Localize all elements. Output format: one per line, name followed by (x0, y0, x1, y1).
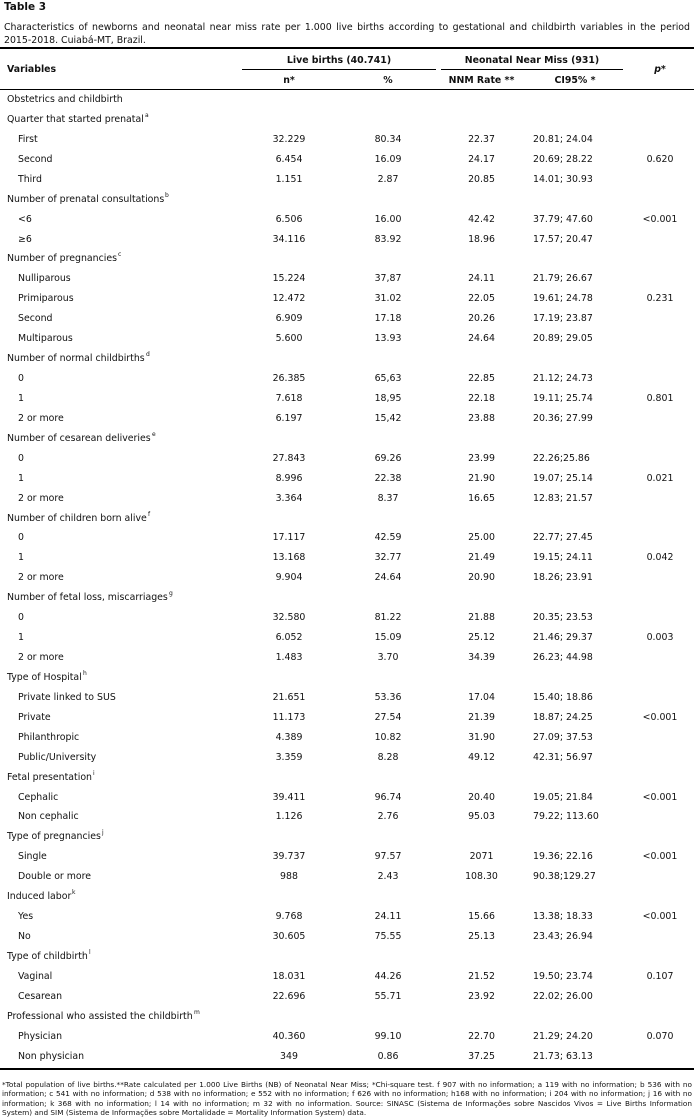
cell-p-value: <0.001 (642, 213, 678, 225)
cell-n: 30.605 (272, 931, 306, 943)
row-label: Cephalic (18, 791, 59, 803)
table-row (0, 170, 694, 190)
cell-pct: 0.86 (377, 1050, 399, 1062)
cell-n: 11.173 (272, 711, 306, 723)
footnote-marker: d (146, 351, 150, 359)
cell-pct: 3.70 (377, 652, 399, 664)
cell-pct: 55.71 (374, 990, 402, 1002)
table-row (0, 409, 694, 429)
cell-p-value: 0.021 (646, 472, 674, 484)
cell-nnm-rate: 25.00 (468, 532, 495, 544)
cell-nnm-rate: 31.90 (468, 731, 495, 743)
table-section-row (0, 110, 694, 130)
table-row (0, 788, 694, 808)
cell-p-value: 0.107 (646, 970, 674, 982)
cell-n: 4.389 (275, 731, 303, 743)
cell-n: 34.116 (272, 233, 306, 245)
cell-nnm-rate: 24.17 (468, 153, 495, 165)
cell-nnm-rate: 95.03 (468, 811, 495, 823)
cell-ci: 19.15; 24.11 (533, 552, 593, 564)
table-row (0, 967, 694, 987)
live-births-underline (242, 69, 436, 70)
cell-n: 6.197 (275, 412, 303, 424)
row-label: 0 (18, 532, 24, 544)
cell-nnm-rate: 21.49 (468, 552, 495, 564)
cell-ci: 26.23; 44.98 (533, 652, 593, 664)
cell-ci: 17.19; 23.87 (533, 313, 593, 325)
row-label: 1 (18, 392, 24, 404)
table-row (0, 568, 694, 588)
footnote-marker: f (148, 510, 151, 518)
cell-nnm-rate: 21.90 (468, 472, 495, 484)
table-row (0, 987, 694, 1007)
cell-pct: 42.59 (374, 532, 402, 544)
table-row (0, 688, 694, 708)
table-label: Table 3 (4, 1, 47, 13)
cell-ci: 18.26; 23.91 (533, 572, 593, 584)
section-label: Number of children born alive (7, 512, 147, 524)
row-label: Yes (18, 911, 34, 923)
cell-n: 8.996 (275, 472, 303, 484)
near-miss-underline (441, 69, 623, 70)
cell-ci: 27.09; 37.53 (533, 731, 593, 743)
cell-n: 39.411 (272, 791, 306, 803)
cell-pct: 24.64 (374, 572, 402, 584)
cell-n: 12.472 (272, 293, 306, 305)
row-label: 0 (18, 612, 24, 624)
cell-pct: 53.36 (374, 691, 402, 703)
cell-pct: 80.34 (374, 133, 402, 145)
cell-pct: 2.76 (377, 811, 399, 823)
table-row (0, 648, 694, 668)
cell-nnm-rate: 22.70 (468, 1030, 495, 1042)
cell-n: 26.385 (272, 373, 306, 385)
table-footnote: *Total population of live births.**Rate calculated per 1.000 Live Births (NB) of Neonatal Near Miss; *Chi-square test. f 907 with no information; a 119 with no information; b 536 with no information; c 541 with no information; d 538 with no information; e 552 with no information; f 626 with no information; h168 with no information; i 204 with no information; j 16 with no information; k 368 with no information; l 14 with no information; m 32 with no information. Source: SINASC (Sistema de Informações sobre Nascidos Vivos = Live Births Information System) and SIM (Sistema de Informações sobre Mortalidade = Mortality Information System) data. (2, 1080, 692, 1117)
cell-n: 9.904 (275, 572, 303, 584)
cell-nnm-rate: 2071 (469, 851, 494, 863)
cell-n: 7.618 (275, 392, 303, 404)
cell-ci: 23.43; 26.94 (533, 931, 593, 943)
section-label: Number of prenatal consultations (7, 193, 165, 205)
cell-ci: 19.07; 25.14 (533, 472, 593, 484)
cell-pct: 99.10 (374, 1030, 402, 1042)
header-n: n* (283, 75, 295, 86)
cell-ci: 19.11; 25.74 (533, 392, 593, 404)
row-label: Third (18, 173, 42, 185)
table-row (0, 289, 694, 309)
table-section-row (0, 349, 694, 369)
row-label: 2 or more (18, 492, 64, 504)
cell-nnm-rate: 21.88 (468, 612, 495, 624)
cell-n: 6.909 (275, 313, 303, 325)
cell-nnm-rate: 20.90 (468, 572, 495, 584)
cell-nnm-rate: 37.25 (468, 1050, 495, 1062)
cell-p-value: 0.042 (646, 552, 674, 564)
table-section-row (0, 947, 694, 967)
row-label: Vaginal (18, 970, 53, 982)
cell-ci: 20.35; 23.53 (533, 612, 593, 624)
row-label: Multiparous (18, 333, 73, 345)
table-row (0, 548, 694, 568)
row-label: 0 (18, 373, 24, 385)
cell-pct: 8.37 (377, 492, 399, 504)
cell-nnm-rate: 42.42 (468, 213, 495, 225)
table-row (0, 230, 694, 250)
row-label: Public/University (18, 751, 97, 763)
row-label: 2 or more (18, 652, 64, 664)
top-rule (0, 47, 694, 49)
cell-ci: 19.50; 23.74 (533, 970, 593, 982)
cell-n: 32.229 (272, 133, 306, 145)
cell-nnm-rate: 25.12 (468, 632, 495, 644)
cell-nnm-rate: 17.04 (468, 691, 495, 703)
cell-pct: 37,87 (374, 273, 402, 285)
table-row (0, 927, 694, 947)
row-label: Primiparous (18, 293, 74, 305)
cell-ci: 20.36; 27.99 (533, 412, 593, 424)
section-label: Obstetrics and childbirth (7, 94, 123, 105)
cell-ci: 79.22; 113.60 (533, 811, 599, 823)
cell-pct: 17.18 (374, 313, 402, 325)
row-label: Double or more (18, 871, 92, 883)
cell-ci: 20.69; 28.22 (533, 153, 593, 165)
cell-pct: 97.57 (374, 851, 402, 863)
table-row (0, 847, 694, 867)
cell-pct: 2.87 (377, 173, 399, 185)
header-p-value: p* (654, 64, 666, 75)
cell-ci: 17.57; 20.47 (533, 233, 593, 245)
row-label: First (18, 133, 38, 145)
cell-n: 1.126 (275, 811, 303, 823)
cell-ci: 21.79; 26.67 (533, 273, 593, 285)
table-row (0, 369, 694, 389)
row-label: Private linked to SUS (18, 691, 116, 703)
cell-ci: 21.73; 63.13 (533, 1050, 593, 1062)
footnote-marker: a (145, 111, 149, 119)
cell-n: 3.364 (275, 492, 303, 504)
cell-ci: 20.81; 24.04 (533, 133, 593, 145)
cell-n: 17.117 (272, 532, 306, 544)
row-label: 0 (18, 452, 24, 464)
cell-nnm-rate: 18.96 (468, 233, 495, 245)
table-section-row (0, 668, 694, 688)
header-ci: CI95% * (554, 75, 596, 86)
table-row (0, 1027, 694, 1047)
cell-pct: 83.92 (374, 233, 402, 245)
row-label: 1 (18, 552, 24, 564)
footnote-marker: k (72, 889, 76, 897)
cell-nnm-rate: 20.85 (468, 173, 495, 185)
footnote-marker: b (165, 191, 169, 199)
cell-n: 349 (280, 1050, 298, 1062)
cell-nnm-rate: 24.11 (468, 273, 495, 285)
cell-pct: 15,42 (374, 412, 402, 424)
cell-n: 32.580 (272, 612, 306, 624)
table-row (0, 489, 694, 509)
table-row (0, 807, 694, 827)
cell-nnm-rate: 25.13 (468, 931, 495, 943)
bottom-rule (0, 1068, 694, 1070)
table-section-row (0, 827, 694, 847)
footnote-marker: j (102, 829, 104, 837)
row-label: Nulliparous (18, 273, 71, 285)
cell-n: 27.843 (272, 452, 306, 464)
header-live-births: Live births (40.741) (286, 55, 392, 66)
section-label: Number of normal childbirths (7, 353, 145, 365)
table-row (0, 469, 694, 489)
cell-pct: 31.02 (374, 293, 402, 305)
cell-ci: 12.83; 21.57 (533, 492, 593, 504)
row-label: 2 or more (18, 412, 64, 424)
cell-pct: 27.54 (374, 711, 402, 723)
header-pct: % (383, 75, 393, 86)
section-label: Number of cesarean deliveries (7, 432, 151, 444)
cell-ci: 90.38;129.27 (533, 871, 596, 883)
cell-p-value: 0.620 (646, 153, 674, 165)
table-section-row (0, 190, 694, 210)
table-row (0, 528, 694, 548)
cell-p-value: 0.231 (646, 293, 674, 305)
cell-nnm-rate: 20.26 (468, 313, 495, 325)
row-label: 1 (18, 632, 24, 644)
cell-nnm-rate: 16.65 (468, 492, 495, 504)
table-section-row (0, 1007, 694, 1027)
cell-ci: 22.77; 27.45 (533, 532, 593, 544)
cell-n: 1.483 (275, 652, 303, 664)
cell-n: 22.696 (272, 990, 306, 1002)
cell-p-value: 0.070 (646, 1030, 674, 1042)
table-row (0, 150, 694, 170)
row-label: Single (18, 851, 47, 863)
cell-nnm-rate: 22.18 (468, 392, 495, 404)
cell-nnm-rate: 108.30 (465, 871, 498, 883)
cell-ci: 42.31; 56.97 (533, 751, 593, 763)
table-row (0, 389, 694, 409)
table-section-row (0, 429, 694, 449)
cell-n: 6.506 (275, 213, 303, 225)
row-label: Private (18, 711, 51, 723)
header-variables: Variables (7, 64, 57, 75)
cell-pct: 96.74 (374, 791, 402, 803)
cell-n: 21.651 (272, 691, 306, 703)
cell-nnm-rate: 24.64 (468, 333, 495, 345)
cell-nnm-rate: 21.52 (468, 970, 495, 982)
cell-pct: 81.22 (374, 612, 402, 624)
cell-pct: 16.09 (374, 153, 402, 165)
row-label: No (18, 931, 31, 943)
cell-pct: 16.00 (374, 213, 402, 225)
cell-n: 39.737 (272, 851, 306, 863)
footnote-marker: l (89, 948, 91, 956)
cell-pct: 22.38 (374, 472, 402, 484)
cell-ci: 13.38; 18.33 (533, 911, 593, 923)
cell-n: 988 (280, 871, 298, 883)
footnote-marker: g (169, 590, 173, 598)
cell-pct: 44.26 (374, 970, 402, 982)
cell-n: 18.031 (272, 970, 306, 982)
cell-p-value: <0.001 (642, 711, 678, 723)
cell-pct: 18,95 (374, 392, 402, 404)
cell-pct: 69.26 (374, 452, 402, 464)
table-row (0, 269, 694, 289)
section-label: Quarter that started prenatal (7, 113, 144, 125)
cell-p-value: <0.001 (642, 851, 678, 863)
row-label: Physician (18, 1030, 63, 1042)
row-label: Cesarean (18, 990, 63, 1002)
cell-pct: 2.43 (377, 871, 399, 883)
cell-ci: 22.26;25.86 (533, 452, 590, 464)
cell-nnm-rate: 49.12 (468, 751, 495, 763)
cell-nnm-rate: 21.39 (468, 711, 495, 723)
cell-pct: 13.93 (374, 333, 402, 345)
cell-nnm-rate: 22.85 (468, 373, 495, 385)
cell-p-value: <0.001 (642, 791, 678, 803)
cell-pct: 24.11 (374, 911, 402, 923)
table-row (0, 309, 694, 329)
cell-pct: 15.09 (374, 632, 402, 644)
cell-ci: 21.12; 24.73 (533, 373, 593, 385)
table-row (0, 449, 694, 469)
cell-nnm-rate: 34.39 (468, 652, 495, 664)
table-row (0, 867, 694, 887)
cell-n: 6.052 (275, 632, 303, 644)
cell-nnm-rate: 22.37 (468, 133, 495, 145)
row-label: Second (18, 313, 53, 325)
cell-ci: 22.02; 26.00 (533, 990, 593, 1002)
cell-p-value: 0.801 (646, 392, 674, 404)
cell-p-value: 0.003 (646, 632, 674, 644)
section-label: Professional who assisted the childbirth (7, 1010, 193, 1022)
table-row (0, 329, 694, 349)
cell-n: 3.359 (275, 751, 303, 763)
section-label: Type of childbirth (7, 950, 88, 962)
table-section-row (0, 887, 694, 907)
table-caption: Characteristics of newborns and neonatal near miss rate per 1.000 live births according to gestational and childbirth variables in the period 2015-2018. Cuiabá-MT, Brazil. (4, 22, 690, 46)
cell-nnm-rate: 15.66 (468, 911, 495, 923)
header-nnm-rate: NNM Rate ** (448, 75, 515, 86)
section-label: Fetal presentation (7, 771, 92, 783)
footnote-marker: m (194, 1008, 200, 1016)
footnote-marker: e (152, 430, 156, 438)
table-row (0, 748, 694, 768)
table-row (0, 1047, 694, 1067)
footnote-marker: h (83, 669, 87, 677)
cell-n: 9.768 (275, 911, 303, 923)
row-label: Philanthropic (18, 731, 80, 743)
cell-nnm-rate: 20.40 (468, 791, 495, 803)
row-label: Non cephalic (18, 811, 79, 823)
cell-nnm-rate: 23.92 (468, 990, 495, 1002)
table-section-row (0, 768, 694, 788)
cell-pct: 10.82 (374, 731, 402, 743)
cell-nnm-rate: 22.05 (468, 293, 495, 305)
footnote-marker: i (93, 769, 95, 777)
section-label: Induced labor (7, 891, 72, 903)
section-label: Type of Hospital (7, 671, 82, 683)
cell-n: 15.224 (272, 273, 306, 285)
cell-ci: 37.79; 47.60 (533, 213, 593, 225)
cell-ci: 21.29; 24.20 (533, 1030, 593, 1042)
cell-n: 6.454 (275, 153, 303, 165)
cell-n: 5.600 (275, 333, 303, 345)
cell-ci: 21.46; 29.37 (533, 632, 593, 644)
cell-nnm-rate: 23.99 (468, 452, 495, 464)
cell-ci: 18.87; 24.25 (533, 711, 593, 723)
cell-ci: 19.36; 22.16 (533, 851, 593, 863)
table-section-row (0, 509, 694, 529)
table-row (0, 728, 694, 748)
section-label: Number of pregnancies (7, 253, 118, 265)
cell-ci: 20.89; 29.05 (533, 333, 593, 345)
row-label: 2 or more (18, 572, 64, 584)
table-row (0, 210, 694, 230)
table-row (0, 628, 694, 648)
cell-n: 40.360 (272, 1030, 306, 1042)
cell-ci: 15.40; 18.86 (533, 691, 593, 703)
row-label: ≥6 (18, 233, 32, 245)
table-section-row (0, 249, 694, 269)
row-label: 1 (18, 472, 24, 484)
table-section-row (0, 588, 694, 608)
cell-n: 1.151 (275, 173, 303, 185)
section-label: Type of pregnancies (7, 831, 101, 843)
cell-pct: 75.55 (374, 931, 402, 943)
table-row (0, 608, 694, 628)
table-row (0, 130, 694, 150)
footnote-marker: c (118, 251, 122, 259)
table-row (0, 907, 694, 927)
cell-pct: 65,63 (374, 373, 402, 385)
table-section-row (0, 90, 694, 110)
row-label: Non physician (18, 1050, 85, 1062)
cell-pct: 32.77 (374, 552, 402, 564)
row-label: Second (18, 153, 53, 165)
cell-ci: 19.61; 24.78 (533, 293, 593, 305)
cell-p-value: <0.001 (642, 911, 678, 923)
section-label: Number of fetal loss, miscarriages (7, 592, 168, 604)
table-row (0, 708, 694, 728)
cell-nnm-rate: 23.88 (468, 412, 495, 424)
header-near-miss: Neonatal Near Miss (931) (464, 55, 600, 66)
cell-ci: 14.01; 30.93 (533, 173, 593, 185)
row-label: <6 (18, 213, 32, 225)
cell-pct: 8.28 (377, 751, 399, 763)
cell-ci: 19.05; 21.84 (533, 791, 593, 803)
cell-n: 13.168 (272, 552, 306, 564)
